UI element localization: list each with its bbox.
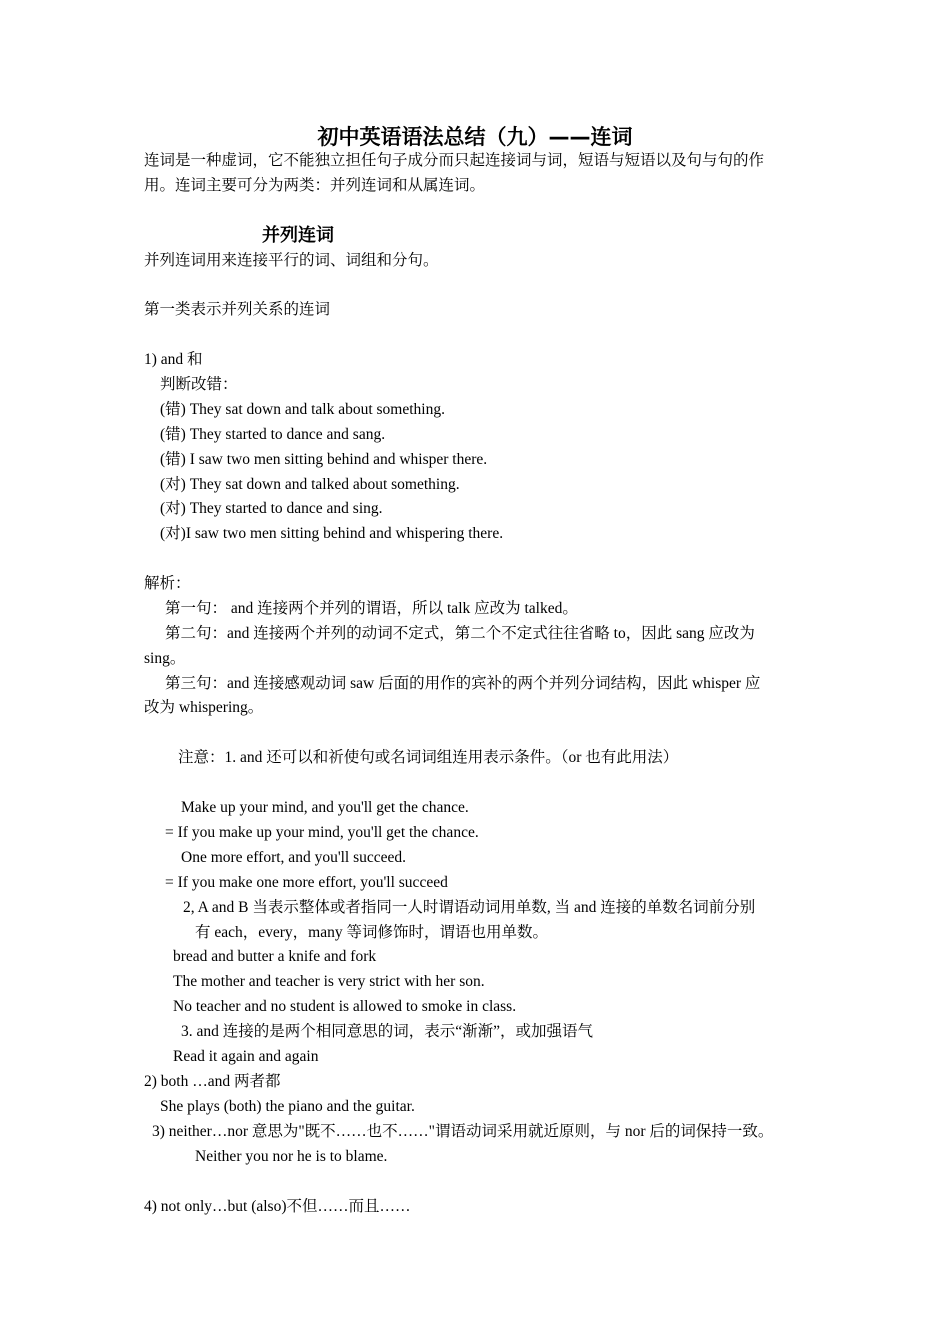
example-line: (错) They sat down and talk about something. [160,401,445,418]
note2-example: The mother and teacher is very strict with her son. [173,973,485,990]
item3-heading: 3) neither…nor 意思为"既不……也不……"谓语动词采用就近原则，与 nor 后的词保持一致。 [152,1123,774,1140]
analysis-line: 第一句： and 连接两个并列的谓语，所以 talk 应改为 talked。 [165,600,578,617]
note-3: 3. and 连接的是两个相同意思的词，表示“渐渐”，或加强语气 [181,1023,594,1040]
example-line: (对) They started to dance and sing. [160,500,383,517]
note1-example: = If you make up your mind, you'll get the chance. [165,824,479,841]
analysis-line: 改为 whispering。 [144,699,264,716]
example-line: (对)I saw two men sitting behind and whispering there. [160,525,504,542]
item2-example: She plays (both) the piano and the guitar. [160,1098,415,1115]
analysis-label: 解析： [144,575,191,592]
item4-heading: 4) not only…but (also)不但……而且…… [144,1198,411,1215]
note-2-line-1: 2, A and B 当表示整体或者指同一人时谓语动词用单数, 当 and 连接的单数名词前分别 [183,899,756,916]
note-2-line-2: 有 each，every，many 等词修饰时，谓语也用单数。 [195,924,548,941]
intro-line-1: 连词是一种虚词，它不能独立担任句子成分而只起连接词与词，短语与短语以及句与句的作 [144,152,765,169]
intro-line-2: 用。连词主要可分为两类：并列连词和从属连词。 [144,177,486,194]
example-line: (对) They sat down and talked about something. [160,476,460,493]
note1-example: One more effort, and you'll succeed. [181,849,407,866]
note-1: 注意：1. and 还可以和祈使句或名词词组连用表示条件。（or 也有此用法） [178,749,679,766]
example-line: (错) I saw two men sitting behind and whisper there. [160,451,488,468]
analysis-line: 第二句：and 连接两个并列的动词不定式，第二个不定式往往省略 to，因此 sang 应改为 [165,625,755,642]
analysis-line: 第三句：and 连接感观动词 saw 后面的用作的宾补的两个并列分词结构，因此 whisper 应 [165,675,761,692]
section-intro: 并列连词用来连接平行的词、词组和分句。 [144,252,439,269]
item1-heading: 1) and 和 [144,351,203,368]
note2-example: bread and butter a knife and fork [173,948,377,965]
note2-example: No teacher and no student is allowed to smoke in class. [173,998,517,1015]
note1-example: = If you make one more effort, you'll succeed [165,874,448,891]
example-line: (错) They started to dance and sang. [160,426,386,443]
category-heading: 第一类表示并列关系的连词 [144,301,331,318]
judge-label: 判断改错： [160,376,238,393]
item2-heading: 2) both …and 两者都 [144,1073,281,1090]
note1-example: Make up your mind, and you'll get the chance. [181,799,469,816]
section-heading: 并列连词 [262,225,334,246]
analysis-line: sing。 [144,650,186,667]
document-title: 初中英语语法总结（九）——连词 [317,125,633,149]
note3-example: Read it again and again [173,1048,319,1065]
item3-example: Neither you nor he is to blame. [195,1148,388,1165]
